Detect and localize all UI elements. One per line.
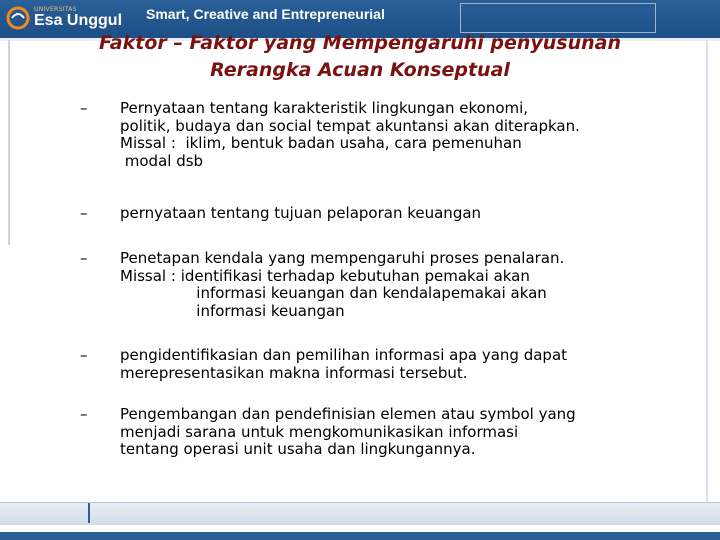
slide-title-line-2: Rerangka Acuan Konseptual xyxy=(210,59,510,81)
dash-bullet: – xyxy=(80,99,88,117)
list-item-text: pengidentifikasian dan pemilihan informasi apa yang dapat merepresentasikan makna informasi tersebut. xyxy=(120,346,568,382)
dash-bullet: – xyxy=(80,405,88,423)
logo-swirl-icon xyxy=(6,6,30,30)
slide-title xyxy=(0,30,720,84)
right-decor-rule xyxy=(706,40,708,510)
list-item-text: Penetapan kendala yang mempengaruhi proses penalaran. Missal : identifikasi terhadap kebutuhan pemakai akan informasi keuangan dan kendalapemakai akan informasi keuangan xyxy=(120,249,565,320)
list-item-text: Pengembangan dan pendefinisian elemen atau symbol yang menjadi sarana untuk mengkomunikasikan informasi tentang operasi unit usaha dan lingkungannya. xyxy=(120,405,576,458)
dash-bullet: – xyxy=(80,346,88,364)
slide-title-line-1: Faktor – Faktor yang Mempengaruhi penyusunan xyxy=(98,32,622,54)
dash-bullet: – xyxy=(80,249,88,267)
footer-stripe xyxy=(0,532,720,540)
list-item-text: Pernyataan tentang karakteristik lingkungan ekonomi, politik, budaya dan social tempat akuntansi akan diterapkan. Missal : iklim, bentuk badan usaha, cara pemenuhan modal dsb xyxy=(120,99,580,170)
footer-decor-box xyxy=(88,503,718,523)
logo-text: Esa Unggul xyxy=(34,12,123,29)
tagline: Smart, Creative and Entrepreneurial xyxy=(146,6,385,22)
header-decor-box xyxy=(460,3,656,33)
logo-caption: UNIVERSITAS xyxy=(34,6,77,13)
list-item-text: pernyataan tentang tujuan pelaporan keuangan xyxy=(120,204,482,222)
dash-bullet: – xyxy=(80,204,88,222)
